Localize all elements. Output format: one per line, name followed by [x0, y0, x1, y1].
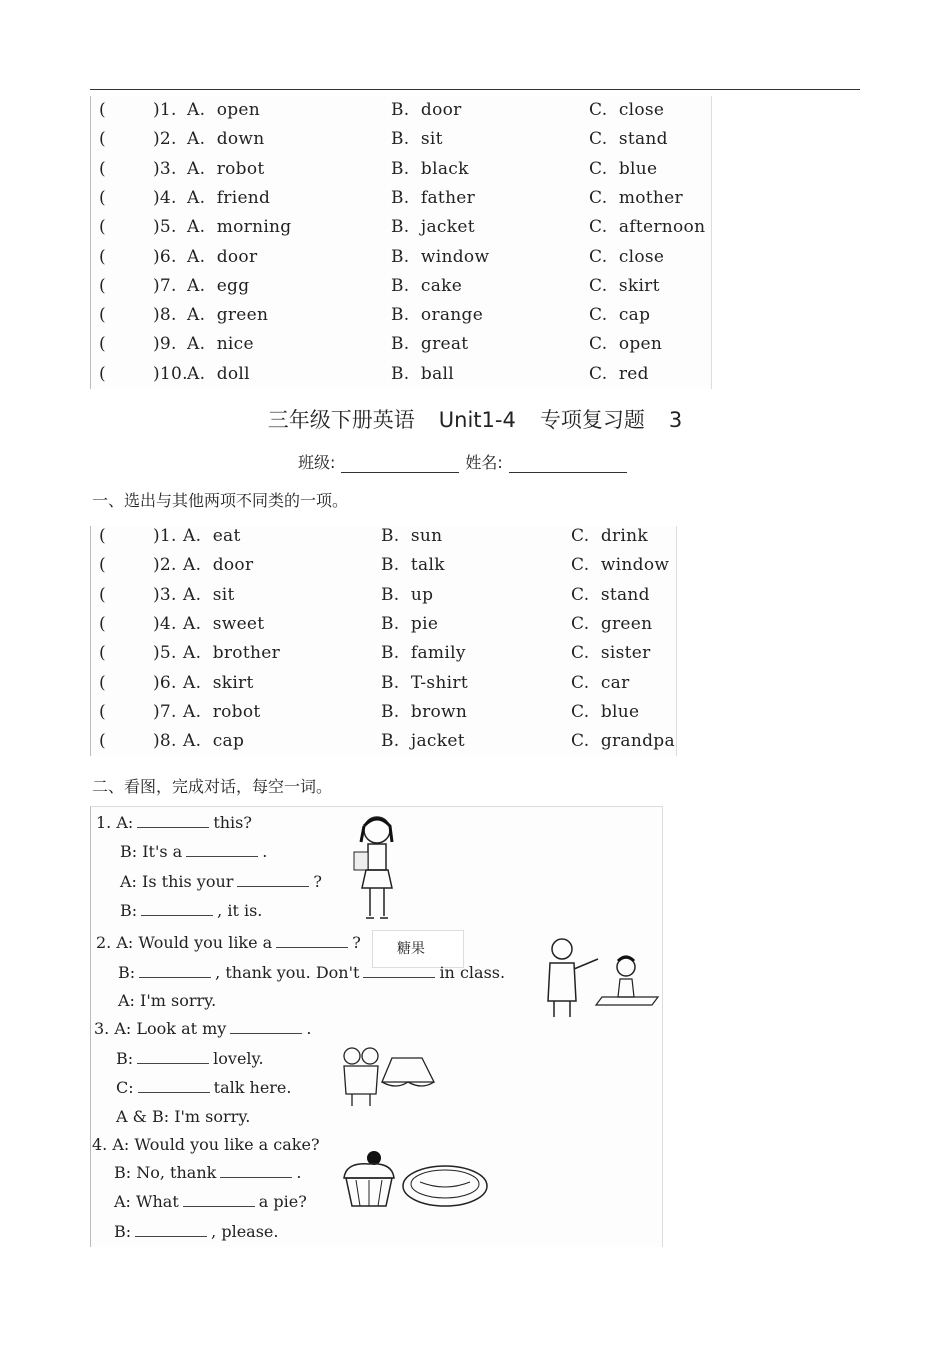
option-b[interactable]: B. jacket: [391, 217, 475, 238]
answer-paren[interactable]: (: [99, 187, 106, 208]
blank-d1-1[interactable]: [137, 815, 209, 828]
question-row: [91, 159, 711, 188]
question-number: )6.: [153, 246, 177, 267]
question-number: )7.: [153, 701, 177, 722]
question-row: [91, 731, 676, 760]
option-c[interactable]: C. blue: [571, 701, 640, 722]
option-b[interactable]: B. sun: [381, 526, 443, 546]
option-c[interactable]: C. red: [589, 363, 649, 384]
option-b[interactable]: B. orange: [391, 305, 484, 326]
question-row: [91, 276, 711, 305]
option-c[interactable]: C. open: [589, 334, 663, 355]
girls-and-skirt-illustration: [338, 1044, 442, 1108]
teacher-and-student-illustration: [540, 935, 662, 1019]
question-row: [91, 100, 711, 129]
question-row: [91, 305, 711, 334]
answer-paren[interactable]: (: [99, 555, 106, 576]
question-row: [91, 643, 676, 672]
option-c[interactable]: C. blue: [589, 158, 658, 179]
option-b[interactable]: B. great: [391, 334, 469, 355]
option-a[interactable]: A. open: [187, 100, 261, 120]
blank-d4-1[interactable]: [220, 1165, 292, 1178]
blank-d2-1[interactable]: [276, 935, 348, 948]
option-a[interactable]: A. green: [187, 305, 269, 326]
question-number: )6.: [153, 672, 177, 693]
candy-note: 糖果: [372, 930, 464, 968]
blank-d4-3[interactable]: [135, 1224, 207, 1237]
blank-d3-3[interactable]: [138, 1080, 210, 1093]
dialogue1-line3: A: Is this your ?: [120, 872, 322, 891]
option-c[interactable]: C. green: [571, 613, 653, 634]
option-a[interactable]: A. nice: [187, 334, 254, 355]
question-row: [91, 247, 711, 276]
option-b[interactable]: B. jacket: [381, 731, 465, 752]
option-a[interactable]: A. friend: [187, 187, 271, 208]
dialogue2-line1: 2. A: Would you like a ?: [96, 933, 361, 952]
option-a[interactable]: A. sweet: [183, 613, 265, 634]
title-topic: 专项复习题: [539, 408, 645, 432]
exercise-box-section1: [90, 526, 677, 756]
option-b[interactable]: B. door: [391, 100, 462, 120]
question-row: [91, 217, 711, 246]
option-b[interactable]: B. cake: [391, 275, 463, 296]
option-a[interactable]: A. robot: [183, 701, 261, 722]
dialogue3-line2: B: lovely.: [116, 1049, 264, 1068]
option-b[interactable]: B. up: [381, 584, 434, 605]
dialogue2-line3: A: I'm sorry.: [118, 991, 217, 1010]
option-a[interactable]: A. eat: [183, 526, 241, 546]
question-number: )9.: [153, 334, 177, 355]
dialogue2-line2: B: , thank you. Don't in class.: [118, 963, 506, 982]
question-number: )3.: [153, 158, 177, 179]
option-c[interactable]: C. car: [571, 672, 630, 693]
girl-with-book-illustration: [342, 812, 412, 924]
class-blank[interactable]: [341, 458, 459, 473]
question-row: [91, 614, 676, 643]
answer-paren[interactable]: (: [99, 701, 106, 722]
option-a[interactable]: A. doll: [187, 363, 250, 384]
option-c[interactable]: C. grandpa: [571, 731, 675, 752]
pie-illustration: [400, 1162, 490, 1212]
question-row: [91, 129, 711, 158]
option-b[interactable]: B. T-shirt: [381, 672, 468, 693]
option-a[interactable]: A. egg: [187, 275, 250, 296]
question-row: [91, 673, 676, 702]
option-b[interactable]: B. brown: [381, 701, 468, 722]
option-b[interactable]: B. black: [391, 158, 469, 179]
dialogue4-line2: B: No, thank .: [114, 1163, 302, 1182]
answer-paren[interactable]: (: [99, 643, 106, 664]
answer-paren[interactable]: (: [99, 158, 106, 179]
class-name-line: [298, 450, 633, 473]
dialogue4-line3: A: What a pie?: [114, 1192, 307, 1211]
blank-d1-4[interactable]: [141, 903, 213, 916]
title-grade: 三年级下册英语: [267, 408, 415, 432]
answer-paren[interactable]: (: [99, 334, 106, 355]
question-number: )7.: [153, 275, 177, 296]
section1-heading: 一、选出与其他两项不同类的一项。: [92, 491, 349, 510]
class-label: 班级:: [298, 453, 336, 472]
answer-paren[interactable]: (: [99, 672, 106, 693]
dialogue3-line1: 3. A: Look at my .: [94, 1019, 312, 1038]
question-row: [91, 364, 711, 393]
option-b[interactable]: B. father: [391, 187, 476, 208]
option-a[interactable]: A. skirt: [183, 672, 254, 693]
name-label: 姓名:: [465, 453, 503, 472]
option-b[interactable]: B. ball: [391, 363, 454, 384]
answer-paren[interactable]: (: [99, 129, 106, 150]
option-a[interactable]: A. sit: [183, 584, 235, 605]
question-row: [91, 555, 676, 584]
question-number: )2.: [153, 555, 177, 576]
option-c[interactable]: C. skirt: [589, 275, 660, 296]
question-number: )1.: [153, 100, 177, 120]
question-number: )8.: [153, 305, 177, 326]
name-blank[interactable]: [509, 458, 627, 473]
question-row: [91, 702, 676, 731]
exercise-box-top: [90, 96, 712, 389]
option-c[interactable]: C. stand: [589, 129, 668, 150]
answer-paren[interactable]: (: [99, 731, 106, 752]
blank-d1-2[interactable]: [186, 844, 258, 857]
option-b[interactable]: B. pie: [381, 613, 439, 634]
answer-paren[interactable]: (: [99, 275, 106, 296]
option-c[interactable]: C. afternoon: [589, 217, 706, 238]
header-rule: [90, 89, 860, 90]
question-number: )4.: [153, 613, 177, 634]
question-number: )10.: [153, 363, 188, 384]
option-c[interactable]: C. cap: [589, 305, 651, 326]
option-c[interactable]: C. window: [571, 555, 670, 576]
option-b[interactable]: B. sit: [391, 129, 443, 150]
blank-d2-2[interactable]: [139, 965, 211, 978]
option-a[interactable]: A. door: [187, 246, 258, 267]
section2-heading: 二、看图，完成对话，每空一词。: [92, 777, 333, 796]
option-a[interactable]: A. door: [183, 555, 254, 576]
option-a[interactable]: A. robot: [187, 158, 265, 179]
answer-paren[interactable]: (: [99, 217, 106, 238]
dialogue3-line3: C: talk here.: [116, 1078, 292, 1097]
option-a[interactable]: A. morning: [187, 217, 292, 238]
title-unit: Unit1-4: [438, 408, 516, 432]
option-b[interactable]: B. window: [391, 246, 490, 267]
question-number: )8.: [153, 731, 177, 752]
option-a[interactable]: A. cap: [183, 731, 245, 752]
option-c[interactable]: C. mother: [589, 187, 683, 208]
answer-paren[interactable]: (: [99, 305, 106, 326]
question-number: )5.: [153, 643, 177, 664]
blank-d3-2[interactable]: [137, 1051, 209, 1064]
question-row: [91, 526, 676, 555]
blank-d4-2[interactable]: [183, 1194, 255, 1207]
answer-paren[interactable]: (: [99, 613, 106, 634]
question-number: )5.: [153, 217, 177, 238]
answer-paren[interactable]: (: [99, 100, 106, 120]
question-number: )1.: [153, 526, 177, 546]
option-c[interactable]: C. stand: [571, 584, 650, 605]
answer-paren[interactable]: (: [99, 246, 106, 267]
question-row: [91, 188, 711, 217]
question-row: [91, 585, 676, 614]
page-title: [0, 404, 950, 434]
option-b[interactable]: B. talk: [381, 555, 445, 576]
question-number: )4.: [153, 187, 177, 208]
option-a[interactable]: A. down: [187, 129, 265, 150]
option-b[interactable]: B. family: [381, 643, 466, 664]
option-c[interactable]: C. drink: [571, 526, 649, 546]
blank-d2-3[interactable]: [363, 965, 435, 978]
option-a[interactable]: A. brother: [183, 643, 280, 664]
question-row: [91, 334, 711, 363]
blank-d3-1[interactable]: [230, 1021, 302, 1034]
option-c[interactable]: C. sister: [571, 643, 651, 664]
title-number: 3: [668, 408, 683, 432]
dialogue1-line2: B: It's a .: [120, 842, 268, 861]
dialogue1-line1: 1. A: this?: [96, 813, 252, 832]
answer-paren[interactable]: (: [99, 584, 106, 605]
dialogue4-line1: 4. A: Would you like a cake?: [92, 1135, 320, 1154]
answer-paren[interactable]: (: [99, 526, 106, 546]
option-c[interactable]: C. close: [589, 100, 665, 120]
blank-d1-3[interactable]: [237, 874, 309, 887]
option-c[interactable]: C. close: [589, 246, 665, 267]
dialogue3-line4: A & B: I'm sorry.: [116, 1107, 251, 1126]
cake-illustration: [340, 1148, 398, 1210]
question-number: )3.: [153, 584, 177, 605]
dialogue4-line4: B: , please.: [114, 1222, 279, 1241]
answer-paren[interactable]: (: [99, 363, 106, 384]
question-number: )2.: [153, 129, 177, 150]
dialogue1-line4: B: , it is.: [120, 901, 263, 920]
